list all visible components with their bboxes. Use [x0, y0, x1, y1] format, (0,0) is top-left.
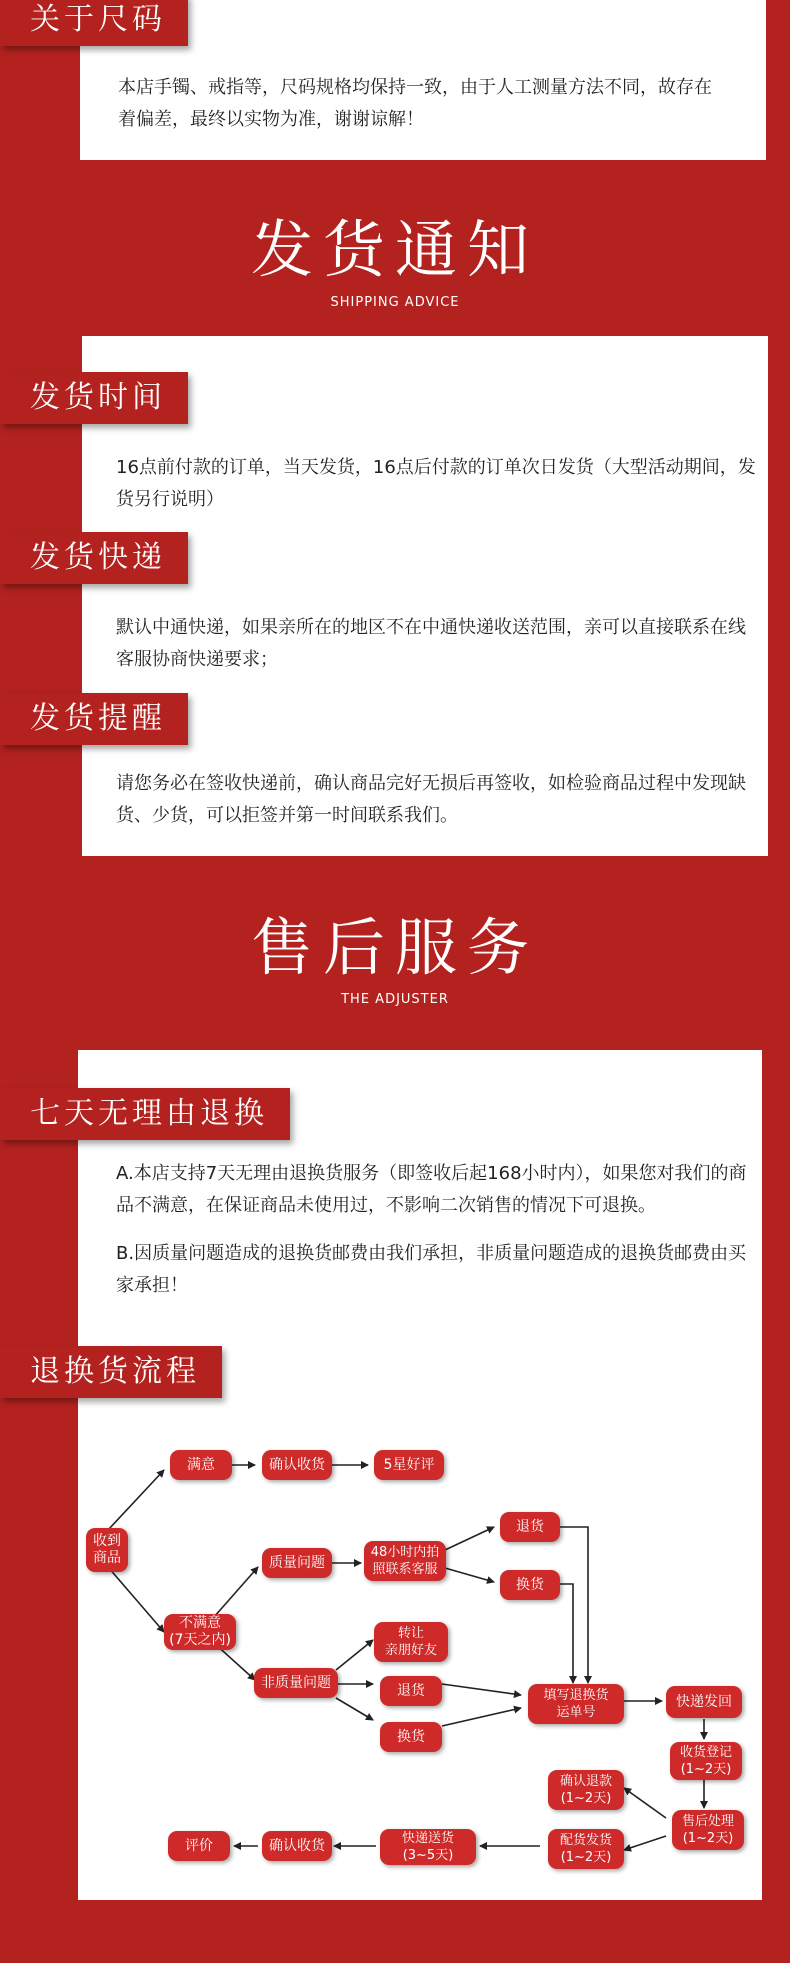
flow-quality-issue: 质量问题: [262, 1548, 332, 1578]
shipping-time-tag: 发货时间: [0, 372, 188, 424]
flow-exchange-top: 换货: [500, 1570, 560, 1600]
shipping-title: 发货通知: [250, 213, 539, 286]
shipping-remind-tag: 发货提醒: [0, 693, 188, 745]
after-sales-subtitle: THE ADJUSTER: [341, 992, 449, 1007]
flow-confirm-receipt-top: 确认收货: [262, 1450, 332, 1480]
flow-five-star: 5星好评: [374, 1450, 444, 1480]
return-policy-b: B.因质量问题造成的退换货邮费由我们承担，非质量问题造成的退换货邮费由买家承担！: [116, 1243, 747, 1296]
return-flow-tag: 退换货流程: [0, 1346, 222, 1398]
flow-contact-service: 48小时内拍 照联系客服: [364, 1541, 446, 1581]
flow-exchange-mid: 换货: [380, 1722, 442, 1752]
shipping-express-text: 默认中通快递，如果亲所在的地区不在中通快递收送范围，亲可以直接联系在线客服协商快递要求；: [116, 617, 746, 670]
flow-fill-tracking: 填写退换货 运单号: [528, 1684, 624, 1724]
flow-unsatisfied: 不满意 (7天之内): [164, 1614, 236, 1650]
flow-review: 评价: [168, 1831, 230, 1861]
flow-refund-mid: 退货: [380, 1676, 442, 1706]
shipping-subtitle: SHIPPING ADVICE: [330, 295, 460, 310]
flow-receive-register: 收货登记 (1~2天): [670, 1742, 742, 1780]
flow-satisfied: 满意: [170, 1450, 232, 1480]
shipping-time-text: 16点前付款的订单，当天发货，16点后付款的订单次日发货（大型活动期间，发货另行说明）: [116, 457, 756, 510]
size-text: 本店手镯、戒指等，尺码规格均保持一致，由于人工测量方法不同，故存在着偏差，最终以实物为准，谢谢谅解！: [118, 77, 712, 130]
shipping-remind-text: 请您务必在签收快递前，确认商品完好无损后再签收，如检验商品过程中发现缺货、少货，可以拒签并第一时间联系我们。: [116, 773, 746, 826]
flow-distribute: 配货发货 (1~2天): [548, 1829, 624, 1869]
return-policy-tag: 七天无理由退换: [0, 1088, 290, 1140]
after-sales-title: 售后服务: [250, 911, 539, 984]
flow-express-back: 快递发回: [666, 1686, 742, 1718]
flow-received: 收到 商品: [86, 1528, 128, 1572]
flow-confirm-receipt-bottom: 确认收货: [262, 1831, 332, 1861]
return-policy-a: A.本店支持7天无理由退换货服务（即签收后起168小时内），如果您对我们的商品不满意，在保证商品未使用过，不影响二次销售的情况下可退换。: [116, 1163, 747, 1216]
flow-transfer: 转让 亲朋好友: [374, 1622, 448, 1662]
size-tag: 关于尺码: [0, 0, 188, 46]
flow-non-quality: 非质量问题: [254, 1668, 338, 1698]
shipping-express-tag: 发货快递: [0, 532, 188, 584]
flow-refund-top: 退货: [500, 1512, 560, 1542]
flow-confirm-refund: 确认退款 (1~2天): [548, 1770, 624, 1810]
flow-express-send: 快递送货 (3~5天): [380, 1829, 476, 1865]
flow-after-process: 售后处理 (1~2天): [672, 1810, 744, 1850]
